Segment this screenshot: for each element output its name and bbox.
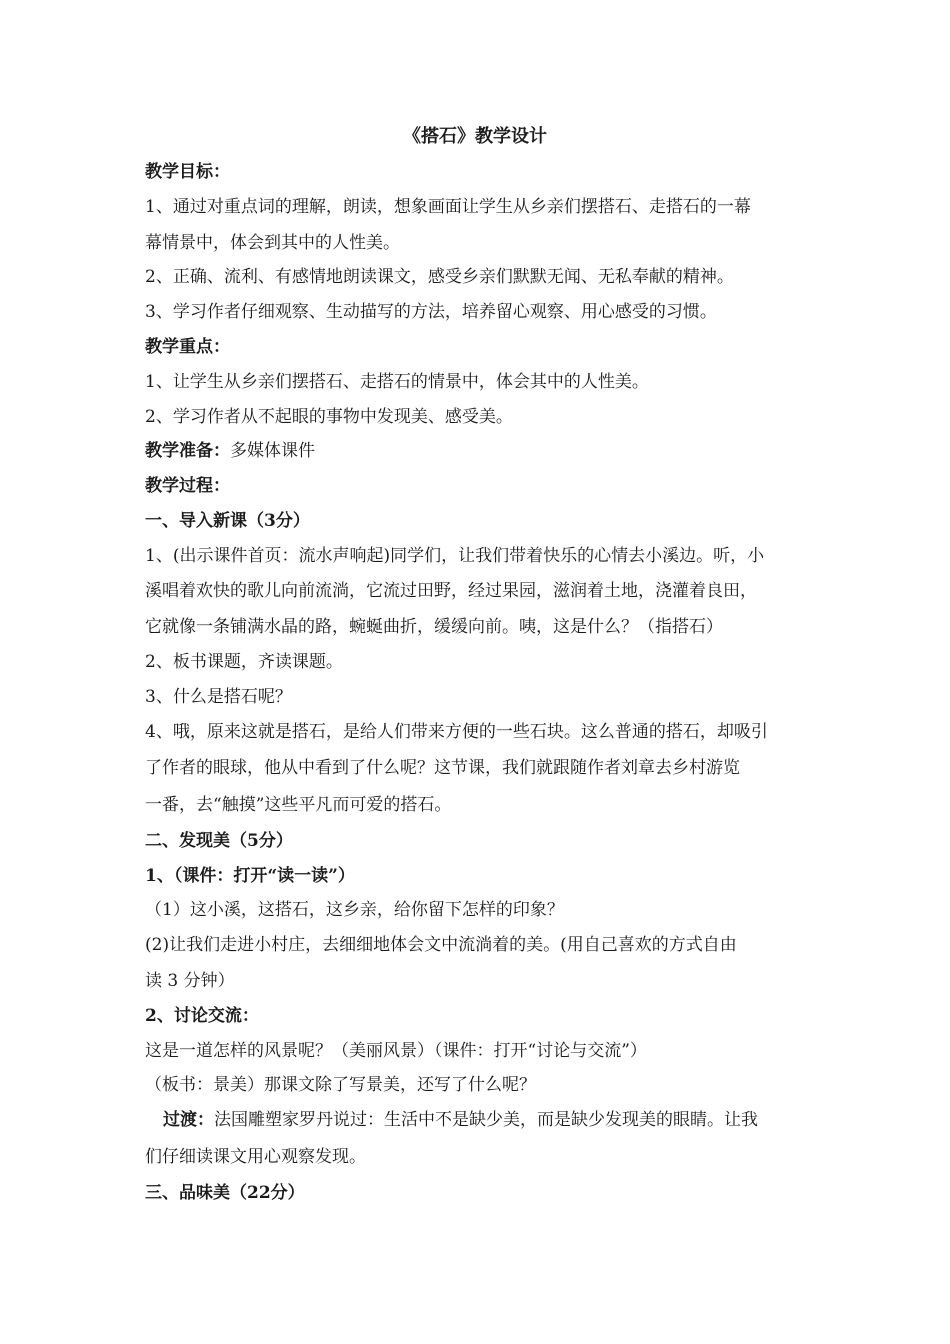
section-2-heading: 二、发现美（5分） bbox=[145, 831, 293, 851]
key-point-1: 1、让学生从乡亲们摆搭石、走搭石的情景中，体会其中的人性美。 bbox=[145, 372, 649, 392]
document-title: 《搭石》教学设计 bbox=[403, 126, 547, 147]
section-1-p1-line-1: 1、(出示课件首页：流水声响起)同学们，让我们带着快乐的心情去小溪边。听，小 bbox=[145, 546, 765, 566]
section-1-p2: 2、板书课题，齐读课题。 bbox=[145, 652, 343, 672]
transition-label: 过渡： bbox=[163, 1110, 214, 1130]
section-1-p1-line-3: 它就像一条铺满水晶的路，蜿蜒曲折，缓缓向前。咦，这是什么？（指搭石） bbox=[145, 617, 723, 637]
objective-3: 3、学习作者仔细观察、生动描写的方法，培养留心观察、用心感受的习惯。 bbox=[145, 302, 717, 322]
section-3-heading: 三、品味美（22分） bbox=[145, 1183, 305, 1203]
section-2-sub-1-heading: 1、（课件：打开“读一读”） bbox=[145, 866, 355, 886]
transition-text: 法国雕塑家罗丹说过：生活中不是缺少美，而是缺少发现美的眼睛。让我 bbox=[214, 1110, 758, 1130]
objective-1-line-2: 幕情景中，体会到其中的人性美。 bbox=[145, 233, 400, 253]
section-1-heading: 一、导入新课（3分） bbox=[145, 511, 310, 531]
preparation-value: 多媒体课件 bbox=[230, 441, 315, 461]
section-1-p3: 3、什么是搭石呢？ bbox=[145, 687, 292, 707]
section-2-discussion-line-1: 这是一道怎样的风景呢？（美丽风景）（课件：打开“讨论与交流”） bbox=[145, 1041, 647, 1061]
process-heading: 教学过程： bbox=[145, 476, 230, 496]
objective-1-line-1: 1、通过对重点词的理解，朗读，想象画面让学生从乡亲们摆搭石、走搭石的一幕 bbox=[145, 197, 751, 217]
section-2-question-2-line-2: 读 3 分钟） bbox=[145, 971, 235, 991]
section-1-p4-line-1: 4、哦，原来这就是搭石，是给人们带来方便的一些石块。这么普通的搭石，却吸引 bbox=[145, 722, 768, 742]
key-point-2: 2、学习作者从不起眼的事物中发现美、感受美。 bbox=[145, 407, 513, 427]
section-1-p4-line-3: 一番，去“触摸”这些平凡而可爱的搭石。 bbox=[145, 795, 452, 815]
section-2-question-2-line-1: (2)让我们走进小村庄，去细细地体会文中流淌着的美。(用自己喜欢的方式自由 bbox=[145, 935, 737, 955]
section-1-p4-line-2: 了作者的眼球，他从中看到了什么呢？这节课，我们就跟随作者刘章去乡村游览 bbox=[145, 758, 740, 778]
objective-2: 2、正确、流利、有感情地朗读课文，感受乡亲们默默无闻、无私奉献的精神。 bbox=[145, 267, 734, 287]
section-2-discussion-line-2: （板书：景美）那课文除了写景美，还写了什么呢？ bbox=[145, 1075, 536, 1095]
preparation-line bbox=[145, 440, 815, 462]
key-points-heading: 教学重点： bbox=[145, 337, 230, 357]
section-2-question-1: （1）这小溪，这搭石，这乡亲，给你留下怎样的印象？ bbox=[145, 900, 564, 920]
section-2-sub-2-heading: 2、讨论交流： bbox=[145, 1006, 259, 1026]
transition-line-1 bbox=[163, 1109, 815, 1131]
objectives-heading: 教学目标： bbox=[145, 162, 230, 182]
section-1-p1-line-2: 溪唱着欢快的歌儿向前流淌，它流过田野，经过果园，滋润着土地，浇灌着良田， bbox=[145, 581, 757, 601]
transition-line-2: 们仔细读课文用心观察发现。 bbox=[145, 1147, 366, 1167]
preparation-label: 教学准备： bbox=[145, 441, 230, 461]
